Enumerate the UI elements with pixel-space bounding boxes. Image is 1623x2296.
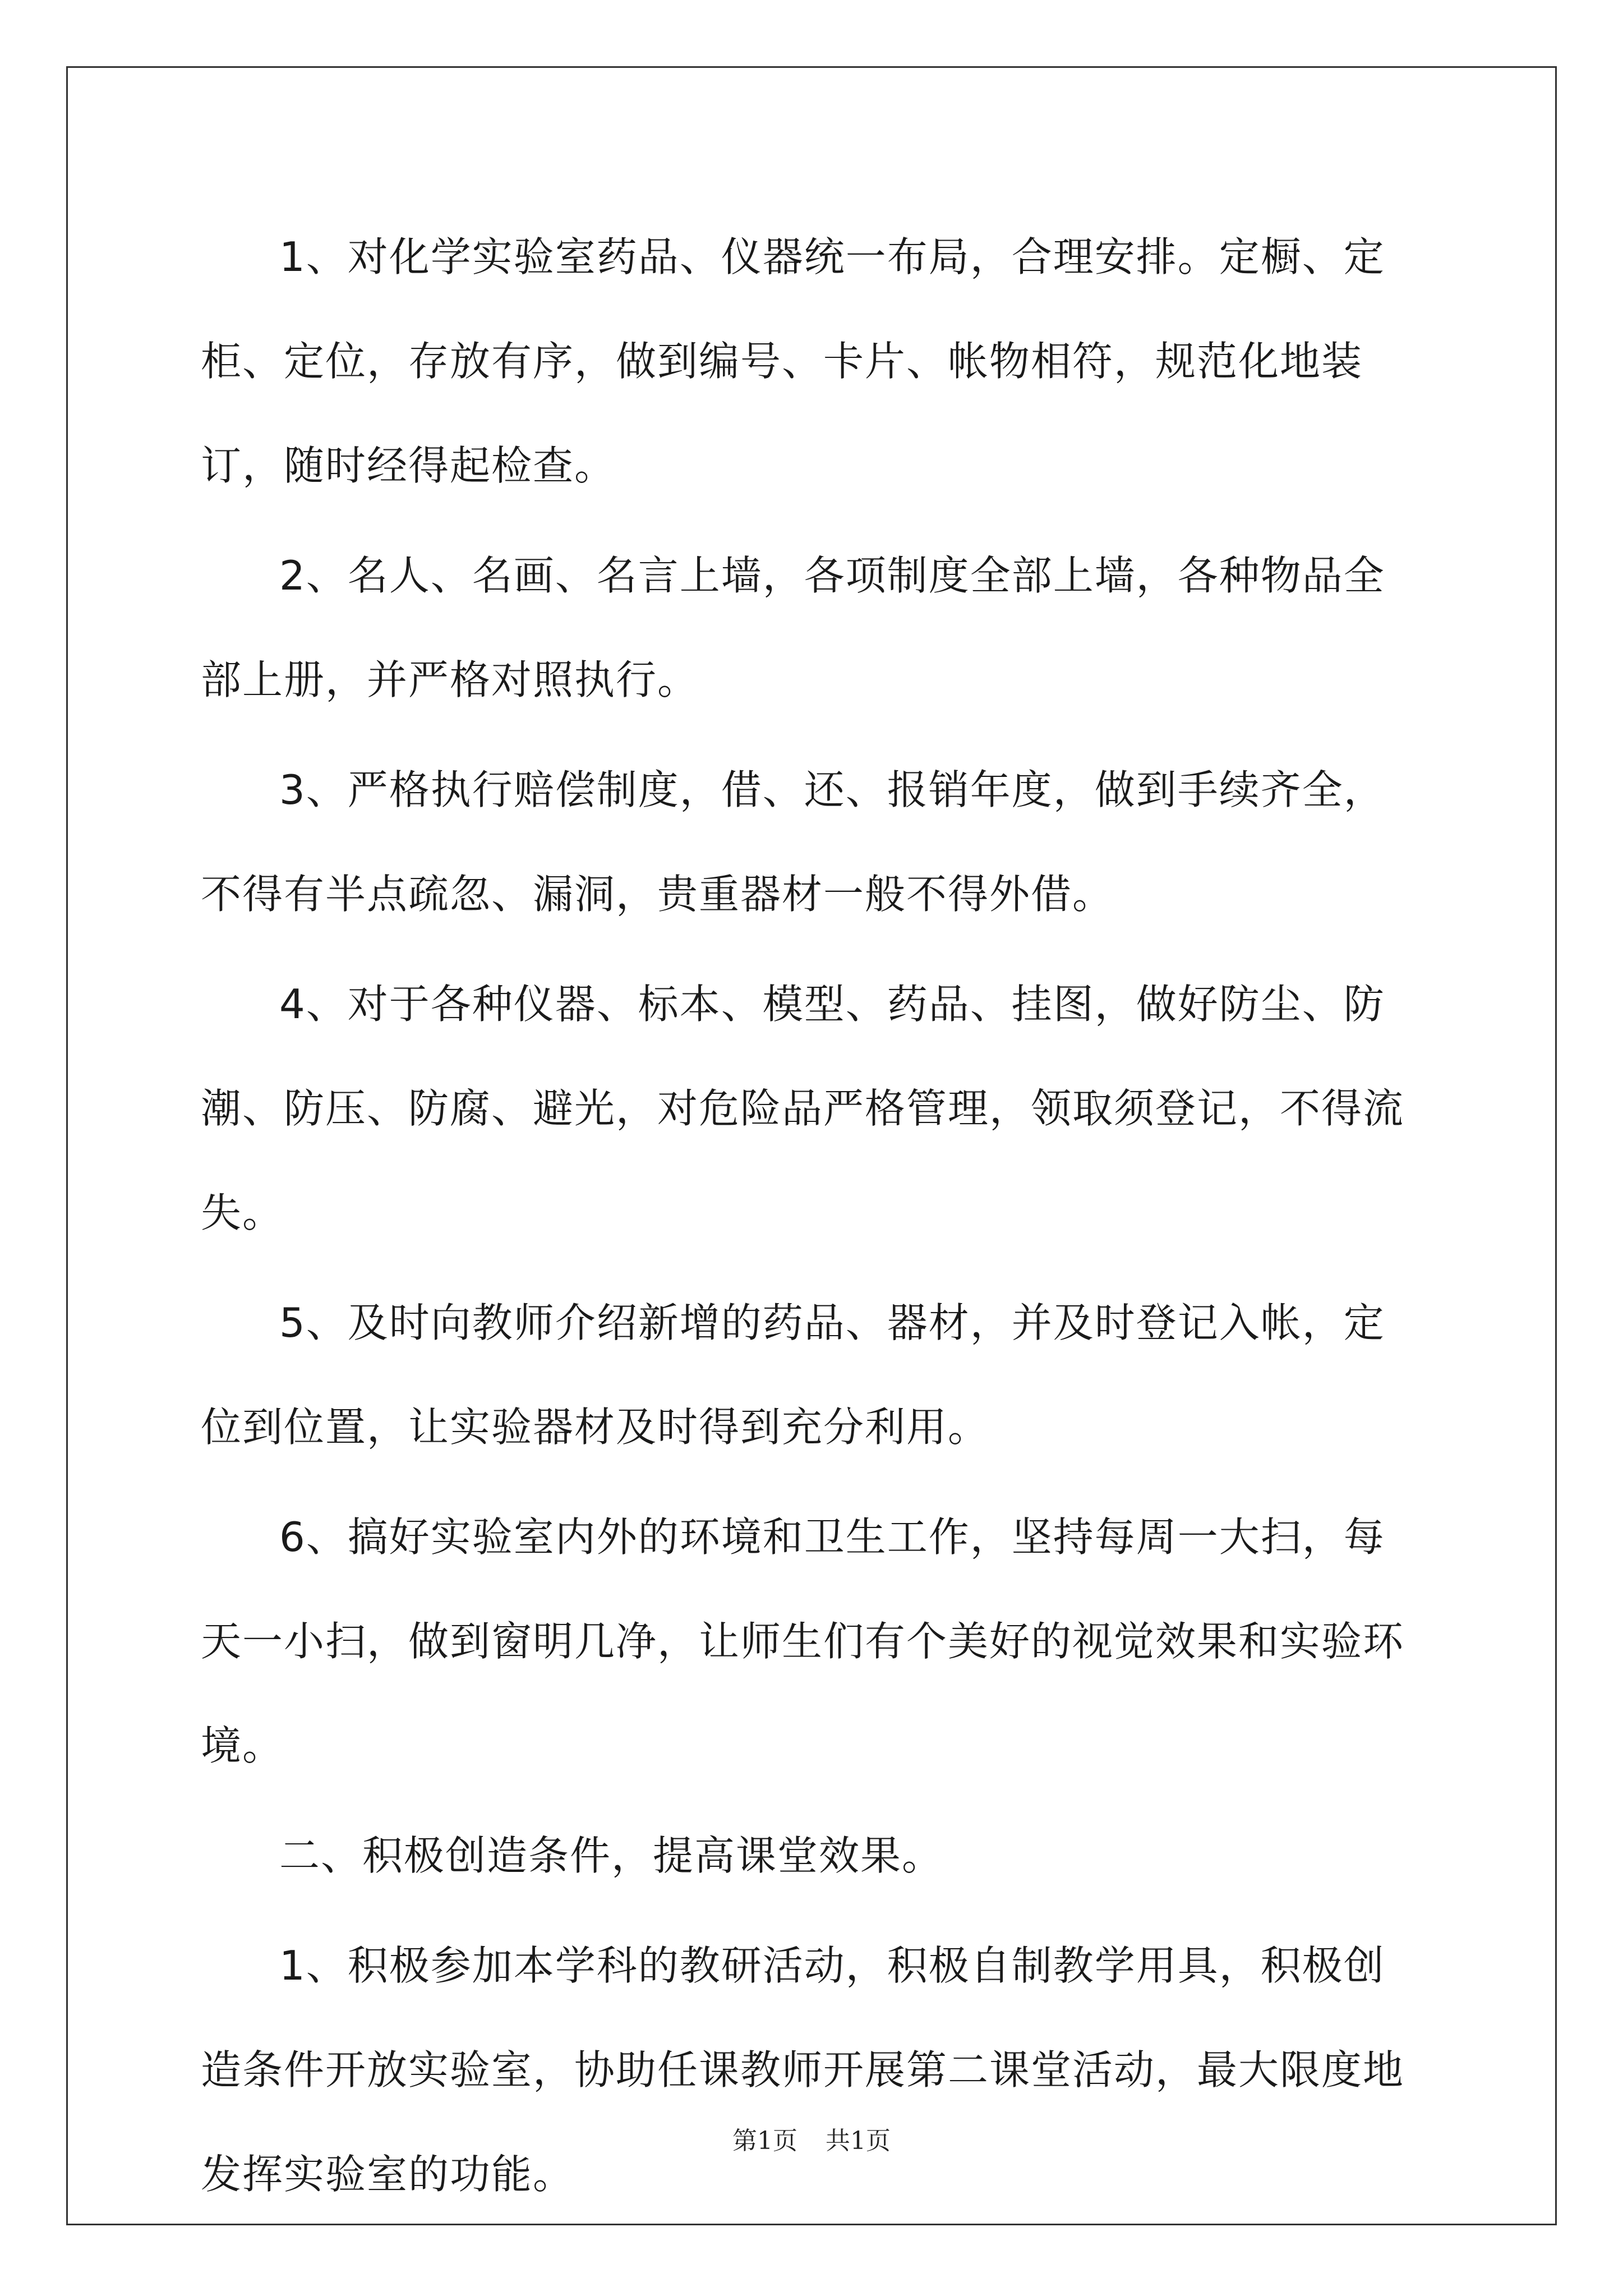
page-footer	[0, 2120, 1623, 2156]
paragraph-4: 4、对于各种仪器、标本、模型、药品、挂图，做好防尘、防潮、防压、防腐、避光，对危险品严格管理，领取须登记，不得流失。	[201, 981, 1405, 1236]
paragraph-5: 5、及时向教师介绍新增的药品、器材，并及时登记入帐，定位到位置，让实验器材及时得到充分利用。	[201, 1299, 1385, 1451]
page-total: 共1页	[826, 2127, 891, 2155]
section-heading: 二、积极创造条件，提高课堂效果。	[279, 1832, 944, 1879]
paragraph-1: 1、对化学实验室药品、仪器统一布局，合理安排。定橱、定柜、定位，存放有序，做到编号、卡片、帐物相符，规范化地装订，随时经得起检查。	[201, 233, 1385, 489]
paragraph-7: 1、积极参加本学科的教研活动，积极自制教学用具，积极创造条件开放实验室，协助任课教师开展第二课堂活动，最大限度地发挥实验室的功能。	[201, 1942, 1405, 2198]
paragraph-6: 6、搞好实验室内外的环境和卫生工作，坚持每周一大扫，每天一小扫，做到窗明几净，让师生们有个美好的视觉效果和实验环境。	[201, 1513, 1405, 1769]
paragraph-2: 2、名人、名画、名言上墙，各项制度全部上墙，各种物品全部上册，并严格对照执行。	[201, 552, 1385, 703]
document-body	[201, 205, 1423, 2226]
paragraph-3: 3、严格执行赔偿制度，借、还、报销年度，做到手续齐全，不得有半点疏忽、漏洞，贵重器材一般不得外借。	[201, 766, 1385, 918]
page-number: 第1页	[732, 2127, 797, 2155]
